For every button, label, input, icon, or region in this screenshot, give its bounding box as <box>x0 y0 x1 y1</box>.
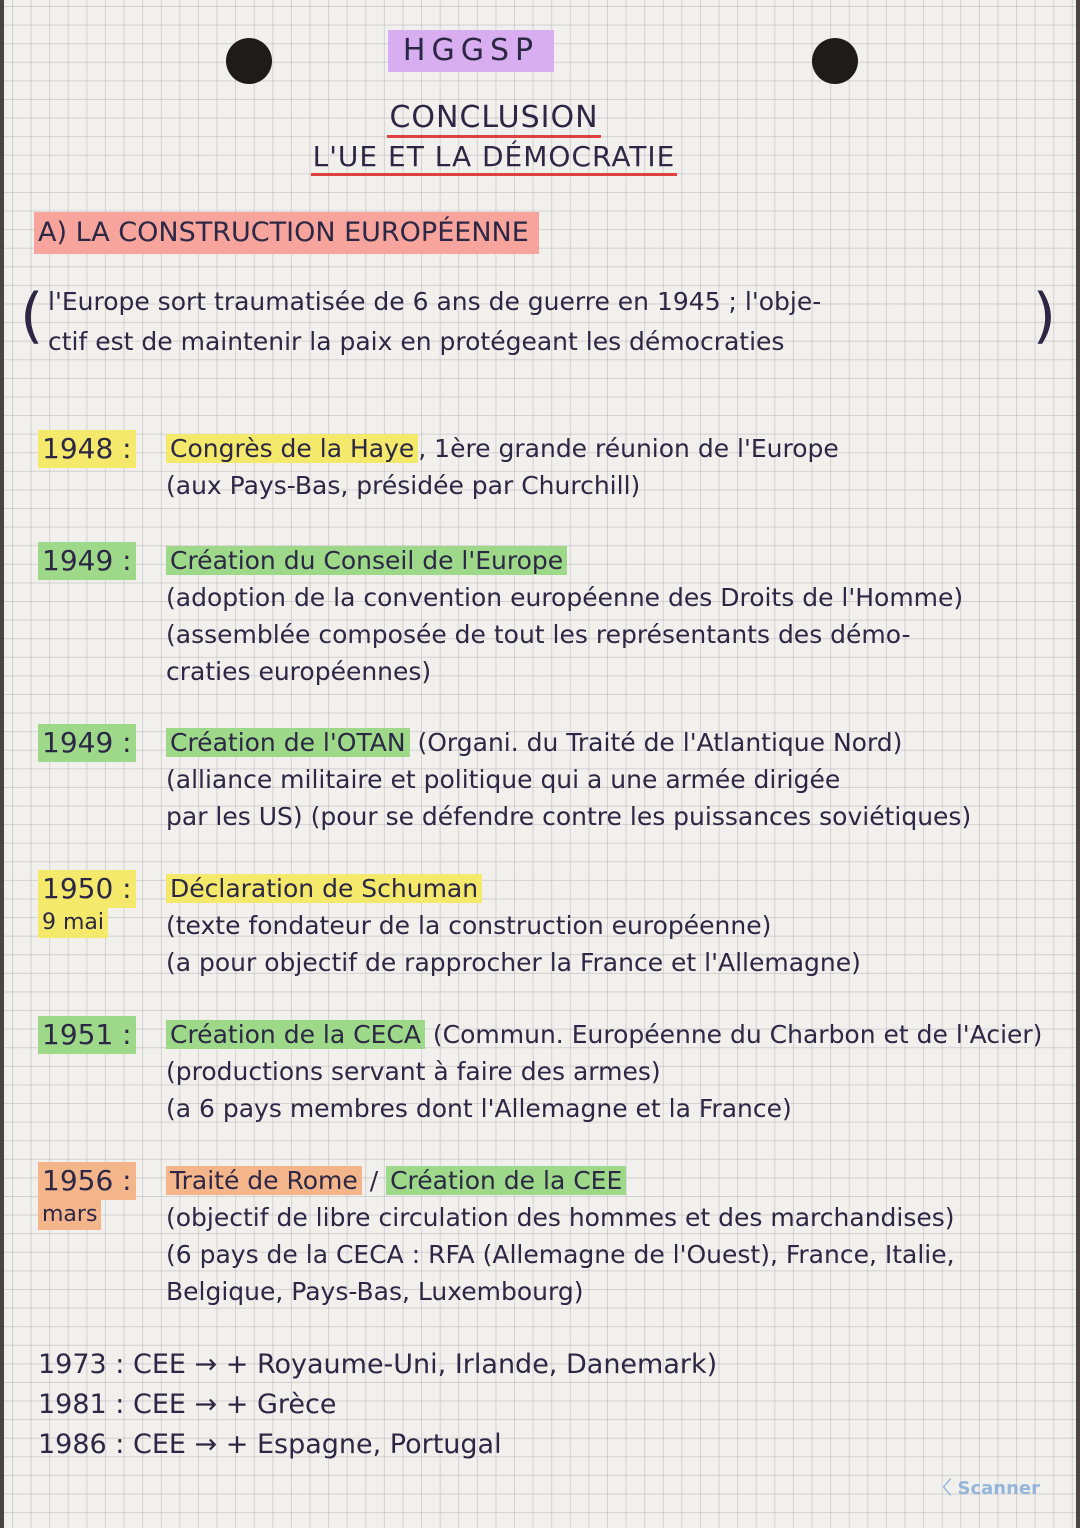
entry-headline-rest: , 1ère grande réunion de l'Europe <box>418 434 839 463</box>
binder-hole-left <box>226 38 272 84</box>
entry-detail: (aux Pays-Bas, présidée par Churchill) <box>166 471 641 500</box>
entry-detail: (texte fondateur de la construction européenne) <box>166 911 772 940</box>
entry-detail: craties européennes) <box>166 657 432 686</box>
entry-date: 1956 : <box>38 1162 136 1200</box>
scanner-logo-icon: 〈 <box>933 1478 952 1499</box>
entry-date-sub: mars <box>38 1200 101 1230</box>
intro-line: l'Europe sort traumatisée de 6 ans de guerre en 1945 ; l'obje- <box>48 287 822 316</box>
entry-date: 1949 : <box>38 542 136 580</box>
enlargement-line: 1981 : CEE → + Grèce <box>38 1389 337 1420</box>
close-paren: ) <box>1032 281 1056 351</box>
entry-detail: par les US) (pour se défendre contre les puissances soviétiques) <box>166 802 972 831</box>
notebook-page <box>4 0 1076 1528</box>
entry-detail: (objectif de libre circulation des hommes et des marchandises) <box>166 1203 955 1232</box>
entry-detail: (assemblée composée de tout les représentants des démo- <box>166 620 911 649</box>
timeline-entry <box>38 1016 1074 1127</box>
timeline-entry <box>38 870 1074 981</box>
section-heading: A) LA CONSTRUCTION EUROPÉENNE <box>34 212 539 254</box>
entry-headline: Création du Conseil de l'Europe <box>166 546 567 575</box>
open-paren: ( <box>20 281 44 351</box>
entry-detail: (alliance militaire et politique qui a une armée dirigée <box>166 765 841 794</box>
entry-date: 1951 : <box>38 1016 136 1054</box>
entry-date: 1950 : <box>38 870 136 908</box>
enlargement-line: 1986 : CEE → + Espagne, Portugal <box>38 1429 502 1460</box>
page-subtitle: L'UE ET LA DÉMOCRATIE <box>284 140 704 173</box>
entry-detail: (adoption de la convention européenne des Droits de l'Homme) <box>166 583 964 612</box>
scanner-watermark: 〈 Scanner <box>934 1474 1041 1500</box>
entry-headline-rest: (Commun. Européenne du Charbon et de l'Acier) <box>424 1020 1043 1049</box>
entry-headline: Déclaration de Schuman <box>166 874 482 903</box>
entry-detail: (productions servant à faire des armes) <box>166 1057 661 1086</box>
timeline-entry <box>38 430 1074 504</box>
entry-headline: Congrès de la Haye <box>166 434 418 463</box>
intro-note <box>20 282 1060 362</box>
entry-date: 1948 : <box>38 430 136 468</box>
entry-headline: Création de l'OTAN <box>166 728 410 757</box>
binder-hole-right <box>812 38 858 84</box>
entry-separator: / <box>361 1166 387 1195</box>
entry-detail: Belgique, Pays-Bas, Luxembourg) <box>166 1277 584 1306</box>
entry-headline-rest: (Organi. du Traité de l'Atlantique Nord) <box>409 728 903 757</box>
subject-heading: HGGSP <box>388 30 554 72</box>
enlargement-line: 1973 : CEE → + Royaume-Uni, Irlande, Danemark) <box>38 1349 718 1380</box>
entry-headline-secondary: Création de la CEE <box>386 1166 626 1195</box>
timeline-entry <box>38 724 1074 835</box>
intro-line: ctif est de maintenir la paix en protégeant les démocraties <box>48 327 785 356</box>
entry-detail: (a pour objectif de rapprocher la France et l'Allemagne) <box>166 948 861 977</box>
entry-headline: Création de la CECA <box>166 1020 425 1049</box>
timeline-entry <box>38 1162 1074 1310</box>
entry-detail: (a 6 pays membres dont l'Allemagne et la France) <box>166 1094 792 1123</box>
entry-headline: Traité de Rome <box>166 1166 362 1195</box>
entry-date: 1949 : <box>38 724 136 762</box>
entry-detail: (6 pays de la CECA : RFA (Allemagne de l'Ouest), France, Italie, <box>166 1240 955 1269</box>
entry-date-sub: 9 mai <box>38 908 108 938</box>
timeline-entry <box>38 542 1074 690</box>
page-title: CONCLUSION <box>304 100 684 135</box>
